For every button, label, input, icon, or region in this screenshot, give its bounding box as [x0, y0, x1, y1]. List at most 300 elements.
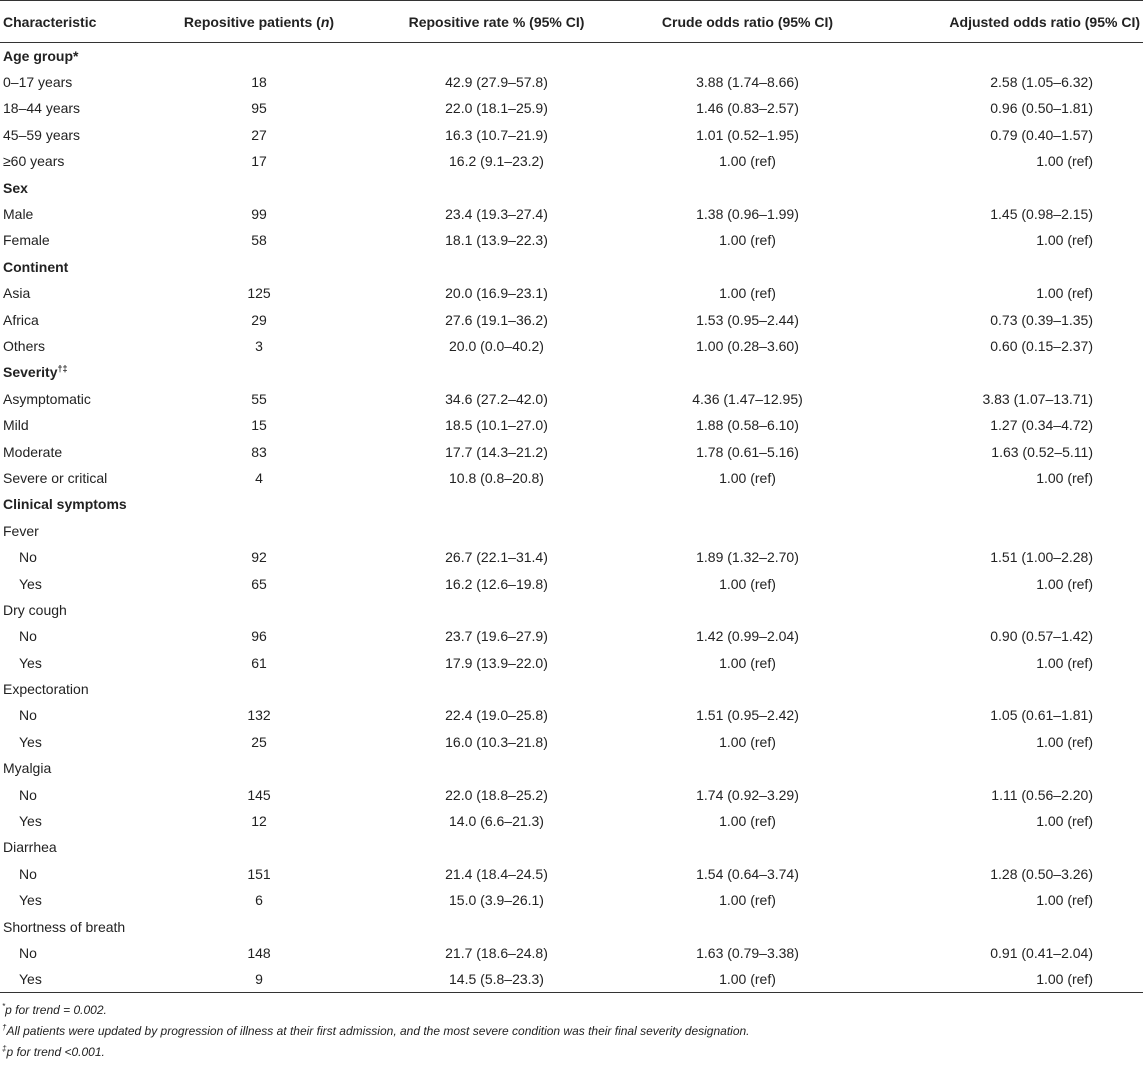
repositive-patients-text: 18 — [251, 74, 267, 91]
crude-odds-ratio-cell — [625, 333, 870, 359]
crude-odds-ratio-text: 1.00 (ref) — [719, 469, 776, 486]
row-label-text: 18–44 years — [3, 100, 81, 117]
repositive-rate-cell — [368, 465, 625, 491]
repositive-rate-text: 23.4 (19.3–27.4) — [445, 206, 548, 223]
row-label-text: Expectoration — [3, 681, 89, 698]
crude-odds-ratio-cell — [625, 412, 870, 438]
row-label-text: Africa — [3, 311, 39, 328]
repositive-rate-text: 16.2 (9.1–23.2) — [449, 153, 544, 170]
table-row — [0, 544, 1143, 570]
repositive-patients-text: 12 — [251, 813, 267, 830]
adjusted-odds-ratio-text: 1.28 (0.50–3.26) — [990, 865, 1093, 882]
adjusted-odds-ratio-text: 1.05 (0.61–1.81) — [990, 707, 1093, 724]
adjusted-odds-ratio-cell — [870, 966, 1143, 992]
adjusted-odds-ratio-text: 1.00 (ref) — [1036, 232, 1093, 249]
repositive-patients-cell — [150, 148, 368, 174]
group-header-row — [0, 254, 1143, 280]
crude-odds-ratio-cell — [625, 808, 870, 834]
subgroup-header-row — [0, 518, 1143, 544]
empty-cell — [870, 174, 1143, 200]
repositive-rate-cell — [368, 887, 625, 913]
repositive-rate-text: 14.5 (5.8–23.3) — [449, 971, 544, 988]
empty-cell — [368, 518, 625, 544]
repositive-rate-cell — [368, 544, 625, 570]
repositive-patients-text: 92 — [251, 549, 267, 566]
row-label-cell — [0, 781, 150, 807]
subgroup-header-row — [0, 913, 1143, 939]
repositive-patients-cell — [150, 649, 368, 675]
header-repositive-patients-close: ) — [329, 13, 335, 30]
row-label-cell — [0, 174, 150, 200]
repositive-patients-cell — [150, 69, 368, 95]
table-row — [0, 412, 1143, 438]
empty-cell — [625, 174, 870, 200]
row-label-text: Continent — [3, 258, 69, 275]
repositive-rate-cell — [368, 940, 625, 966]
crude-odds-ratio-cell — [625, 69, 870, 95]
repositive-rate-text: 21.7 (18.6–24.8) — [445, 944, 548, 961]
header-crude-odds-ratio: Crude odds ratio (95% CI) — [625, 1, 870, 43]
repositive-rate-cell — [368, 808, 625, 834]
repositive-patients-cell — [150, 544, 368, 570]
adjusted-odds-ratio-text: 1.00 (ref) — [1036, 892, 1093, 909]
footnote — [2, 998, 1143, 1019]
row-label-cell — [0, 887, 150, 913]
footnote-marker: †‡ — [57, 363, 68, 374]
repositive-patients-cell — [150, 861, 368, 887]
repositive-rate-cell — [368, 702, 625, 728]
row-label-text: Severity — [3, 364, 58, 381]
empty-cell — [150, 834, 368, 860]
repositive-patients-cell — [150, 333, 368, 359]
table-footnotes — [0, 998, 1143, 1061]
repositive-patients-cell — [150, 280, 368, 306]
footnote-text: All patients were updated by progression of illness at their first admission, and the most severe condition was their final severity designation. — [6, 1024, 750, 1039]
empty-cell — [625, 597, 870, 623]
row-label-text: Moderate — [3, 443, 63, 460]
repositive-rate-text: 17.7 (14.3–21.2) — [445, 443, 548, 460]
repositive-patients-text: 83 — [251, 443, 267, 460]
repositive-patients-text: 65 — [251, 575, 267, 592]
crude-odds-ratio-cell — [625, 940, 870, 966]
repositive-patients-text: 15 — [251, 417, 267, 434]
adjusted-odds-ratio-cell — [870, 148, 1143, 174]
empty-cell — [870, 834, 1143, 860]
repositive-patients-text: 95 — [251, 100, 267, 117]
crude-odds-ratio-text: 1.00 (ref) — [719, 232, 776, 249]
repositive-rate-text: 15.0 (3.9–26.1) — [449, 892, 544, 909]
row-label-text: Myalgia — [3, 760, 52, 777]
crude-odds-ratio-cell — [625, 861, 870, 887]
row-label-cell — [0, 148, 150, 174]
empty-cell — [625, 359, 870, 385]
row-label-text: No — [19, 628, 37, 645]
repositive-rate-text: 16.3 (10.7–21.9) — [445, 126, 548, 143]
row-label-text: No — [19, 786, 37, 803]
row-label-text: Male — [3, 206, 34, 223]
repositive-rate-cell — [368, 227, 625, 253]
adjusted-odds-ratio-cell — [870, 702, 1143, 728]
empty-cell — [870, 597, 1143, 623]
empty-cell — [625, 518, 870, 544]
repositive-rate-cell — [368, 333, 625, 359]
row-label-cell — [0, 43, 150, 69]
adjusted-odds-ratio-text: 1.51 (1.00–2.28) — [990, 549, 1093, 566]
adjusted-odds-ratio-text: 1.63 (0.52–5.11) — [991, 443, 1093, 460]
empty-cell — [870, 676, 1143, 702]
crude-odds-ratio-cell — [625, 570, 870, 596]
crude-odds-ratio-cell — [625, 729, 870, 755]
adjusted-odds-ratio-text: 1.45 (0.98–2.15) — [990, 206, 1093, 223]
repositive-patients-cell — [150, 887, 368, 913]
table-row — [0, 306, 1143, 332]
row-label-text: Sex — [3, 179, 28, 196]
repositive-patients-cell — [150, 729, 368, 755]
crude-odds-ratio-text: 1.00 (ref) — [719, 971, 776, 988]
group-header-row — [0, 359, 1143, 385]
repositive-rate-text: 26.7 (22.1–31.4) — [445, 549, 548, 566]
repositive-patients-text: 132 — [247, 707, 271, 724]
adjusted-odds-ratio-cell — [870, 333, 1143, 359]
empty-cell — [368, 755, 625, 781]
adjusted-odds-ratio-cell — [870, 386, 1143, 412]
crude-odds-ratio-text: 3.88 (1.74–8.66) — [696, 74, 799, 91]
repositive-patients-cell — [150, 306, 368, 332]
adjusted-odds-ratio-cell — [870, 227, 1143, 253]
empty-cell — [368, 834, 625, 860]
row-label-cell — [0, 702, 150, 728]
group-header-row — [0, 491, 1143, 517]
group-header-row — [0, 174, 1143, 200]
repositive-patients-text: 4 — [255, 469, 263, 486]
table-body — [0, 43, 1143, 993]
table-row — [0, 781, 1143, 807]
adjusted-odds-ratio-text: 2.58 (1.05–6.32) — [990, 74, 1093, 91]
repositive-rate-cell — [368, 95, 625, 121]
repositive-rate-text: 22.0 (18.8–25.2) — [445, 786, 548, 803]
header-characteristic: Characteristic — [0, 1, 150, 43]
adjusted-odds-ratio-cell — [870, 95, 1143, 121]
row-label-text: No — [19, 707, 37, 724]
repositive-patients-cell — [150, 940, 368, 966]
repositive-rate-text: 23.7 (19.6–27.9) — [445, 628, 548, 645]
footnote-mark: † — [2, 1023, 7, 1033]
row-label-cell — [0, 465, 150, 491]
footnote-mark: * — [2, 1002, 6, 1012]
crude-odds-ratio-cell — [625, 438, 870, 464]
crude-odds-ratio-text: 1.00 (0.28–3.60) — [696, 337, 799, 354]
group-header-row — [0, 43, 1143, 69]
repositive-patients-text: 27 — [251, 126, 267, 143]
repositive-rate-text: 21.4 (18.4–24.5) — [445, 865, 548, 882]
crude-odds-ratio-text: 1.38 (0.96–1.99) — [696, 206, 799, 223]
row-label-cell — [0, 544, 150, 570]
empty-cell — [870, 491, 1143, 517]
repositive-rate-cell — [368, 438, 625, 464]
row-label-text: Shortness of breath — [3, 918, 126, 935]
crude-odds-ratio-cell — [625, 649, 870, 675]
empty-cell — [150, 518, 368, 544]
row-label-text: Female — [3, 232, 50, 249]
row-label-cell — [0, 254, 150, 280]
table-row — [0, 122, 1143, 148]
repositive-rate-cell — [368, 386, 625, 412]
crude-odds-ratio-text: 1.01 (0.52–1.95) — [696, 126, 799, 143]
repositive-patients-text: 25 — [251, 733, 267, 750]
repositive-rate-cell — [368, 729, 625, 755]
crude-odds-ratio-text: 1.00 (ref) — [719, 733, 776, 750]
adjusted-odds-ratio-cell — [870, 861, 1143, 887]
crude-odds-ratio-text: 1.89 (1.32–2.70) — [696, 549, 799, 566]
repositive-rate-text: 17.9 (13.9–22.0) — [445, 654, 548, 671]
table-row — [0, 386, 1143, 412]
repositive-rate-text: 22.4 (19.0–25.8) — [445, 707, 548, 724]
crude-odds-ratio-cell — [625, 148, 870, 174]
empty-cell — [870, 518, 1143, 544]
empty-cell — [150, 43, 368, 69]
table-row — [0, 861, 1143, 887]
adjusted-odds-ratio-cell — [870, 808, 1143, 834]
row-label-text: Asia — [3, 285, 31, 302]
repositive-rate-text: 22.0 (18.1–25.9) — [445, 100, 548, 117]
empty-cell — [150, 359, 368, 385]
repositive-rate-cell — [368, 306, 625, 332]
row-label-cell — [0, 227, 150, 253]
row-label-text: 45–59 years — [3, 126, 81, 143]
row-label-cell — [0, 940, 150, 966]
adjusted-odds-ratio-text: 1.00 (ref) — [1036, 813, 1093, 830]
crude-odds-ratio-text: 1.54 (0.64–3.74) — [696, 865, 799, 882]
subgroup-header-row — [0, 755, 1143, 781]
row-label-text: Dry cough — [3, 601, 67, 618]
repositive-patients-cell — [150, 570, 368, 596]
row-label-cell — [0, 333, 150, 359]
repositive-patients-cell — [150, 201, 368, 227]
crude-odds-ratio-text: 1.00 (ref) — [719, 813, 776, 830]
row-label-text: Yes — [19, 971, 42, 988]
repositive-patients-text: 145 — [247, 786, 271, 803]
table-row — [0, 887, 1143, 913]
repositive-patients-cell — [150, 623, 368, 649]
adjusted-odds-ratio-text: 0.60 (0.15–2.37) — [990, 337, 1093, 354]
crude-odds-ratio-cell — [625, 227, 870, 253]
adjusted-odds-ratio-text: 0.96 (0.50–1.81) — [990, 100, 1093, 117]
table-row — [0, 438, 1143, 464]
repositive-patients-text: 148 — [247, 944, 271, 961]
adjusted-odds-ratio-text: 1.00 (ref) — [1036, 153, 1093, 170]
repositive-rate-cell — [368, 201, 625, 227]
adjusted-odds-ratio-text: 1.27 (0.34–4.72) — [990, 417, 1093, 434]
table-row — [0, 280, 1143, 306]
crude-odds-ratio-cell — [625, 122, 870, 148]
empty-cell — [870, 755, 1143, 781]
crude-odds-ratio-cell — [625, 465, 870, 491]
repositive-patients-cell — [150, 966, 368, 992]
row-label-cell — [0, 201, 150, 227]
row-label-text: ≥60 years — [3, 153, 65, 170]
row-label-cell — [0, 570, 150, 596]
row-label-cell — [0, 597, 150, 623]
repositive-patients-cell — [150, 808, 368, 834]
repositive-patients-cell — [150, 412, 368, 438]
adjusted-odds-ratio-text: 1.11 (0.56–2.20) — [991, 786, 1093, 803]
empty-cell — [870, 913, 1143, 939]
header-repositive-patients-text: Repositive patients ( — [183, 13, 321, 30]
crude-odds-ratio-cell — [625, 887, 870, 913]
repositive-rate-text: 18.5 (10.1–27.0) — [445, 417, 548, 434]
repositive-rate-text: 18.1 (13.9–22.3) — [445, 232, 548, 249]
empty-cell — [368, 597, 625, 623]
footnote-text: p for trend <0.001. — [6, 1045, 105, 1060]
repositive-patients-text: 96 — [251, 628, 267, 645]
row-label-text: Fever — [3, 522, 39, 539]
empty-cell — [368, 43, 625, 69]
table-row — [0, 570, 1143, 596]
adjusted-odds-ratio-text: 1.00 (ref) — [1036, 285, 1093, 302]
adjusted-odds-ratio-cell — [870, 438, 1143, 464]
repositive-rate-cell — [368, 69, 625, 95]
adjusted-odds-ratio-cell — [870, 306, 1143, 332]
repositive-patients-text: 6 — [255, 892, 263, 909]
table-row — [0, 333, 1143, 359]
repositive-patients-cell — [150, 227, 368, 253]
empty-cell — [870, 43, 1143, 69]
repositive-patients-text: 58 — [251, 232, 267, 249]
table-row — [0, 623, 1143, 649]
row-label-cell — [0, 649, 150, 675]
table-row — [0, 808, 1143, 834]
repositive-patients-cell — [150, 95, 368, 121]
adjusted-odds-ratio-text: 1.00 (ref) — [1036, 971, 1093, 988]
row-label-cell — [0, 95, 150, 121]
adjusted-odds-ratio-cell — [870, 465, 1143, 491]
row-label-text: Others — [3, 337, 46, 354]
table-row — [0, 69, 1143, 95]
crude-odds-ratio-text: 1.63 (0.79–3.38) — [696, 944, 799, 961]
footnote-mark: ‡ — [2, 1044, 7, 1054]
subgroup-header-row — [0, 597, 1143, 623]
row-label-cell — [0, 306, 150, 332]
subgroup-header-row — [0, 834, 1143, 860]
table-row — [0, 465, 1143, 491]
crude-odds-ratio-cell — [625, 386, 870, 412]
table-row — [0, 729, 1143, 755]
row-label-cell — [0, 69, 150, 95]
row-label-text: No — [19, 944, 37, 961]
row-label-cell — [0, 623, 150, 649]
row-label-text: Yes — [19, 813, 42, 830]
repositive-patients-text: 17 — [251, 153, 267, 170]
crude-odds-ratio-cell — [625, 544, 870, 570]
empty-cell — [368, 174, 625, 200]
row-label-text: Clinical symptoms — [3, 496, 127, 513]
row-label-text: Yes — [19, 575, 42, 592]
row-label-cell — [0, 861, 150, 887]
crude-odds-ratio-cell — [625, 623, 870, 649]
crude-odds-ratio-text: 1.00 (ref) — [719, 575, 776, 592]
adjusted-odds-ratio-cell — [870, 544, 1143, 570]
empty-cell — [150, 676, 368, 702]
empty-cell — [150, 254, 368, 280]
repositive-patients-text: 99 — [251, 206, 267, 223]
repositive-patients-text: 125 — [247, 285, 271, 302]
row-label-text: Age group* — [3, 47, 79, 64]
adjusted-odds-ratio-text: 3.83 (1.07–13.71) — [982, 390, 1093, 407]
table-row — [0, 227, 1143, 253]
crude-odds-ratio-text: 1.00 (ref) — [719, 285, 776, 302]
crude-odds-ratio-text: 1.78 (0.61–5.16) — [696, 443, 799, 460]
adjusted-odds-ratio-cell — [870, 201, 1143, 227]
adjusted-odds-ratio-cell — [870, 781, 1143, 807]
row-label-text: No — [19, 549, 37, 566]
repositive-rate-text: 16.0 (10.3–21.8) — [445, 733, 548, 750]
repositive-rate-text: 10.8 (0.8–20.8) — [449, 469, 544, 486]
row-label-text: 0–17 years — [3, 74, 73, 91]
footnote-text: p for trend = 0.002. — [5, 1003, 107, 1018]
empty-cell — [625, 676, 870, 702]
row-label-cell — [0, 755, 150, 781]
row-label-cell — [0, 808, 150, 834]
crude-odds-ratio-text: 1.00 (ref) — [719, 654, 776, 671]
repositive-patients-cell — [150, 386, 368, 412]
table-row — [0, 649, 1143, 675]
row-label-cell — [0, 412, 150, 438]
table-row — [0, 702, 1143, 728]
adjusted-odds-ratio-text: 1.00 (ref) — [1036, 654, 1093, 671]
repositive-patients-text: 55 — [251, 390, 267, 407]
repositive-patients-cell — [150, 465, 368, 491]
repositive-rate-text: 20.0 (0.0–40.2) — [449, 337, 544, 354]
adjusted-odds-ratio-text: 0.91 (0.41–2.04) — [990, 944, 1093, 961]
empty-cell — [150, 597, 368, 623]
footnote — [2, 1019, 1143, 1040]
crude-odds-ratio-cell — [625, 702, 870, 728]
row-label-text: Mild — [3, 417, 29, 434]
crude-odds-ratio-cell — [625, 781, 870, 807]
row-label-cell — [0, 518, 150, 544]
table-row — [0, 95, 1143, 121]
row-label-cell — [0, 966, 150, 992]
row-label-text: Yes — [19, 654, 42, 671]
crude-odds-ratio-text: 1.00 (ref) — [719, 153, 776, 170]
repositive-patients-text: 3 — [255, 337, 263, 354]
row-label-text: Yes — [19, 892, 42, 909]
empty-cell — [368, 676, 625, 702]
row-label-cell — [0, 913, 150, 939]
crude-odds-ratio-cell — [625, 95, 870, 121]
table-row — [0, 148, 1143, 174]
row-label-text: Asymptomatic — [3, 390, 91, 407]
adjusted-odds-ratio-text: 1.00 (ref) — [1036, 575, 1093, 592]
row-label-cell — [0, 280, 150, 306]
row-label-cell — [0, 676, 150, 702]
repositive-rate-cell — [368, 623, 625, 649]
repositive-rate-cell — [368, 280, 625, 306]
repositive-rate-text: 27.6 (19.1–36.2) — [445, 311, 548, 328]
row-label-text: Diarrhea — [3, 839, 57, 856]
adjusted-odds-ratio-cell — [870, 69, 1143, 95]
row-label-text: Severe or critical — [3, 469, 108, 486]
repositive-patients-text: 29 — [251, 311, 267, 328]
empty-cell — [870, 359, 1143, 385]
empty-cell — [150, 491, 368, 517]
row-label-cell — [0, 491, 150, 517]
empty-cell — [625, 491, 870, 517]
repositive-rate-cell — [368, 649, 625, 675]
crude-odds-ratio-text: 1.74 (0.92–3.29) — [696, 786, 799, 803]
adjusted-odds-ratio-text: 0.79 (0.40–1.57) — [990, 126, 1093, 143]
repositive-patients-cell — [150, 781, 368, 807]
